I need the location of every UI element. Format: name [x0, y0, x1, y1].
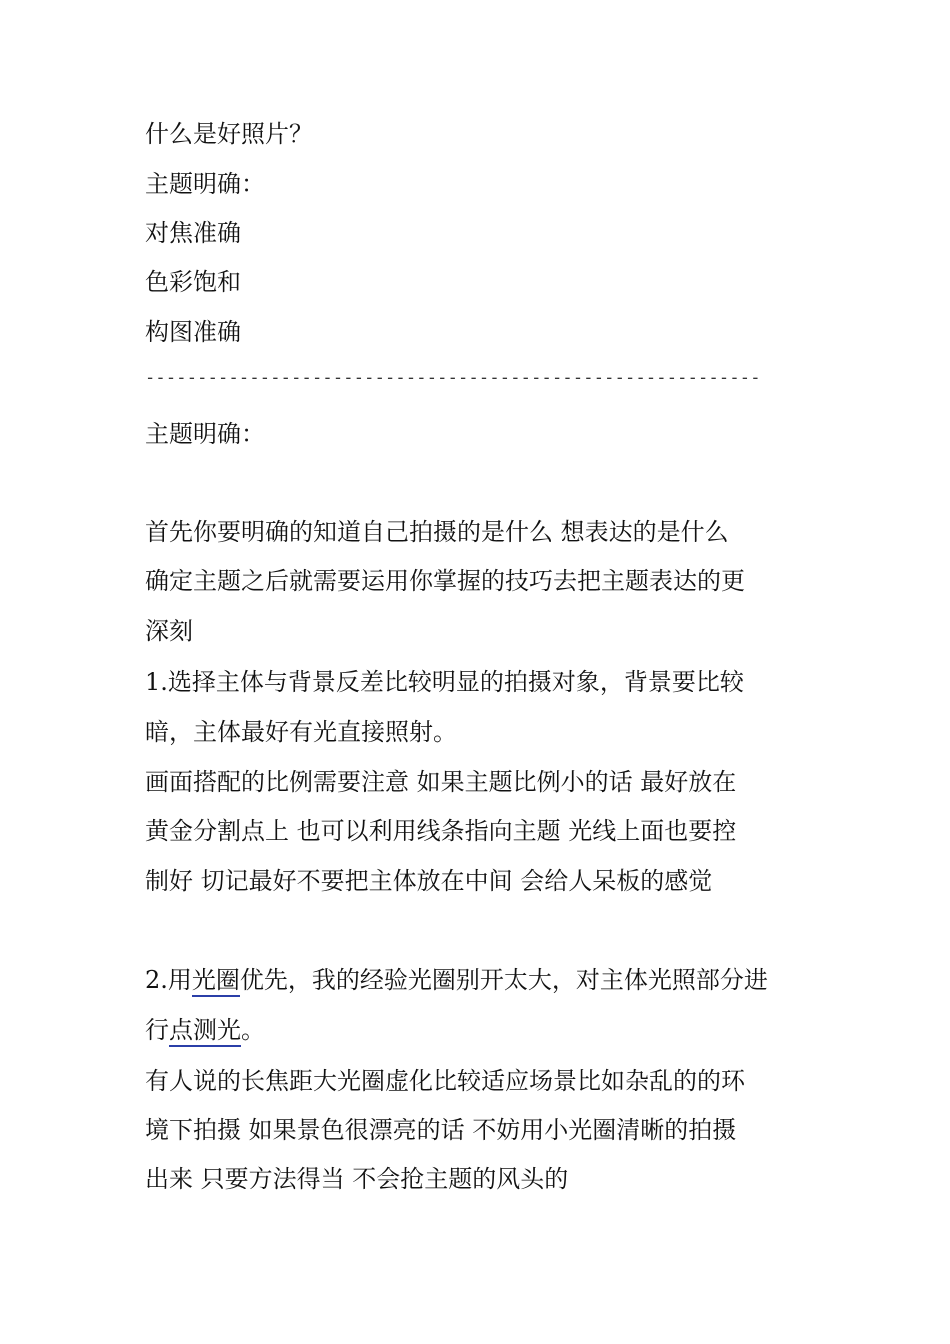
paragraph-line: 深刻	[145, 617, 193, 645]
paragraph-line	[145, 964, 768, 997]
text-span: 行	[145, 1016, 169, 1044]
paragraph-line: 确定主题之后就需要运用你掌握的技巧去把主题表达的更	[145, 567, 745, 595]
section-heading: 主题明确：	[145, 420, 265, 448]
intro-item: 色彩饱和	[145, 268, 241, 296]
paragraph-line: 暗，主体最好有光直接照射。	[145, 718, 457, 746]
intro-heading: 什么是好照片？	[145, 120, 313, 148]
spot-metering-link[interactable]: 点测光	[169, 1015, 241, 1047]
paragraph-line: 制好 切记最好不要把主体放在中间 会给人呆板的感觉	[145, 867, 713, 895]
intro-item: 主题明确：	[145, 170, 265, 198]
paragraph-line: 有人说的长焦距大光圈虚化比较适应场景比如杂乱的的环	[145, 1067, 745, 1095]
paragraph-line: 出来 只要方法得当 不会抢主题的风头的	[145, 1165, 569, 1193]
intro-item: 对焦准确	[145, 219, 241, 247]
paragraph-line: 黄金分割点上 也可以利用线条指向主题 光线上面也要控	[145, 817, 737, 845]
paragraph-line: 1.选择主体与背景反差比较明显的拍摄对象，背景要比较	[145, 668, 744, 696]
paragraph-line: 境下拍摄 如果景色很漂亮的话 不妨用小光圈清晰的拍摄	[145, 1116, 737, 1144]
text-span: 。	[241, 1016, 265, 1044]
paragraph-line: 画面搭配的比例需要注意 如果主题比例小的话 最好放在	[145, 768, 737, 796]
paragraph-line	[145, 1014, 265, 1047]
paragraph-line: 首先你要明确的知道自己拍摄的是什么 想表达的是什么	[145, 518, 729, 546]
aperture-link[interactable]: 光圈	[192, 965, 240, 997]
separator-line: -----------------------------------------------------------	[145, 368, 761, 388]
text-span: 优先，我的经验光圈别开太大，对主体光照部分进	[239, 966, 768, 994]
text-span: 2.用	[145, 966, 192, 994]
intro-item: 构图准确	[145, 318, 241, 346]
